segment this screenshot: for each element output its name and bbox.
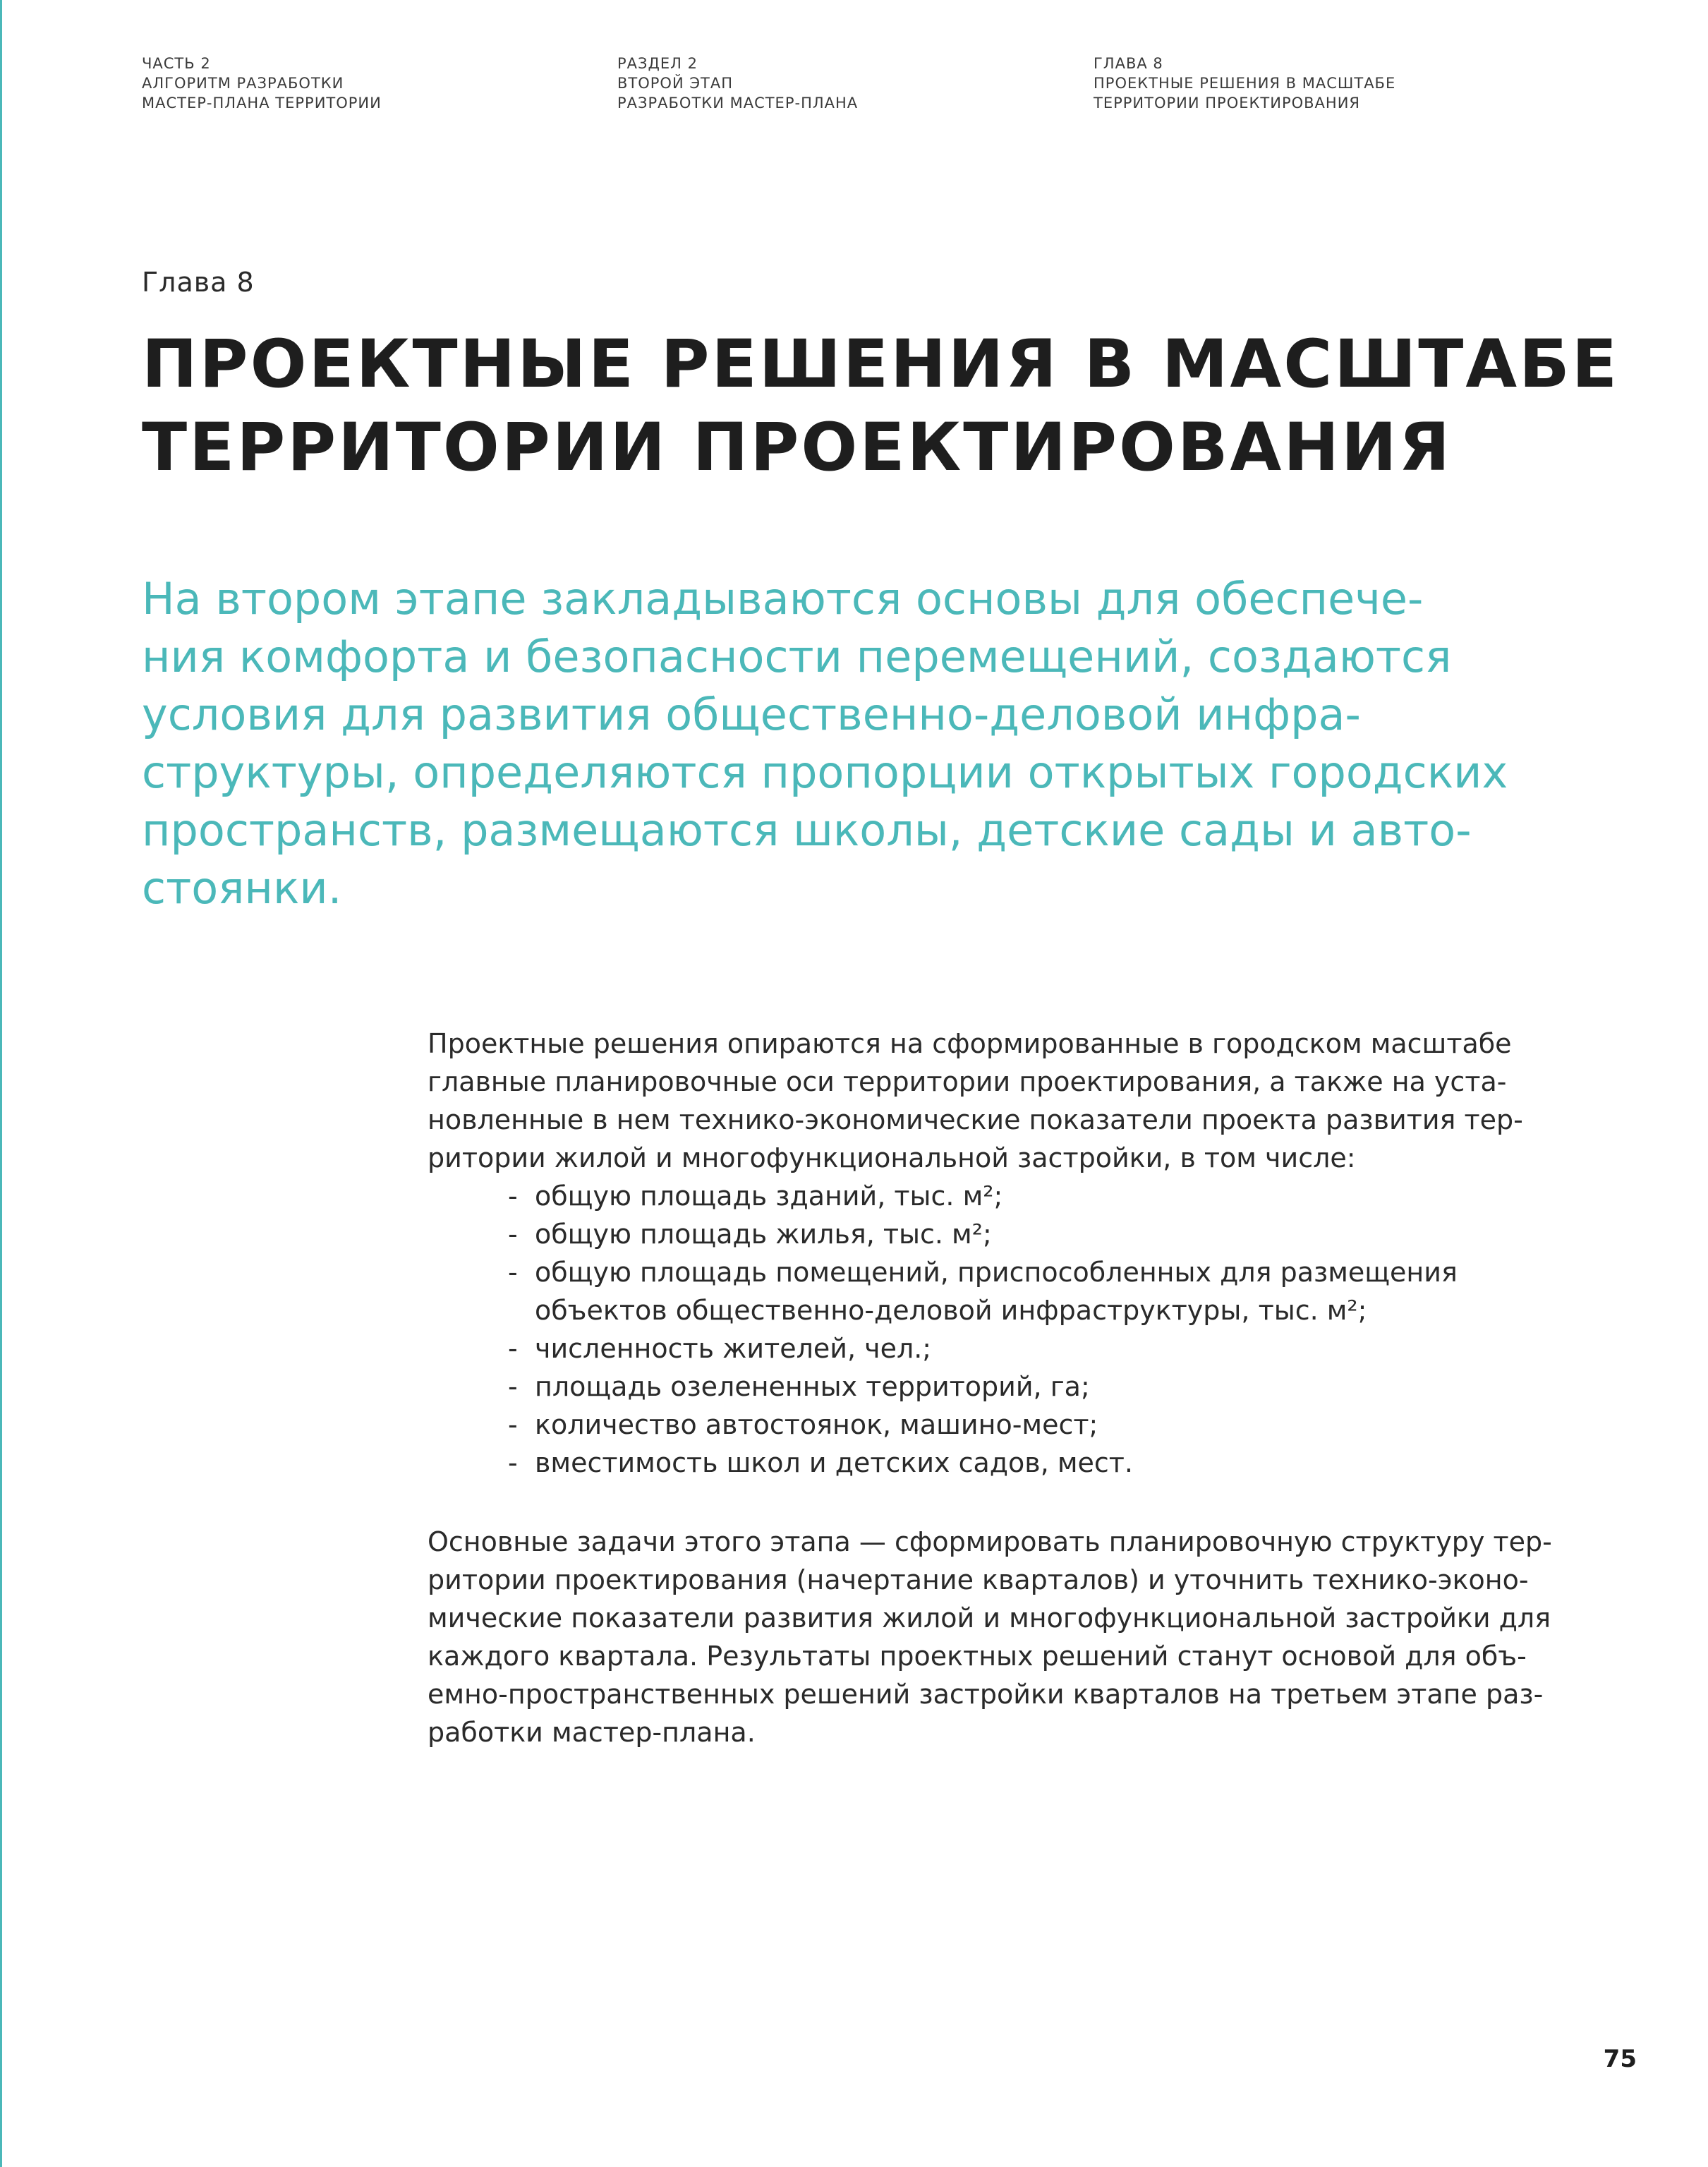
bullet-dash: - <box>508 1181 518 1212</box>
running-head-part-line: АЛГОРИТМ РАЗРАБОТКИ <box>142 75 344 92</box>
list-item-text: общую площадь зданий, тыс. м²; <box>535 1181 1003 1212</box>
list-item-text: численность жителей, чел.; <box>535 1333 932 1364</box>
lead-line: пространств, размещаются школы, детские сады и авто- <box>142 804 1472 856</box>
bullet-dash: - <box>508 1371 518 1402</box>
list-item-text: вместимость школ и детских садов, мест. <box>535 1447 1134 1478</box>
body-line: ритории жилой и многофункциональной застройки, в том числе: <box>428 1142 1356 1173</box>
accent-edge-rule <box>0 0 2 2167</box>
body-paragraph-tasks <box>428 1523 1570 1751</box>
running-head-section-line: РАЗРАБОТКИ МАСТЕР-ПЛАНА <box>617 95 859 111</box>
chapter-title <box>142 323 1620 490</box>
body-line: Проектные решения опираются на сформированные в городском масштабе <box>428 1028 1512 1059</box>
list-item <box>508 1368 1458 1406</box>
running-head-chapter-line: ПРОЕКТНЫЕ РЕШЕНИЯ В МАСШТАБЕ <box>1094 75 1396 92</box>
body-line: емно-пространственных решений застройки кварталов на третьем этапе раз- <box>428 1679 1544 1710</box>
body-paragraph-intro <box>428 1025 1570 1177</box>
running-head-part <box>142 54 382 113</box>
body-line: главные планировочные оси территории проектирования, а также на уста- <box>428 1066 1507 1097</box>
bullet-dash: - <box>508 1333 518 1364</box>
list-item-text: площадь озелененных территорий, га; <box>535 1371 1090 1402</box>
bullet-dash: - <box>508 1219 518 1250</box>
chapter-title-line: ТЕРРИТОРИИ ПРОЕКТИРОВАНИЯ <box>142 409 1453 486</box>
chapter-label: Глава 8 <box>142 267 255 298</box>
lead-line: структуры, определяются пропорции открытых городских <box>142 747 1508 798</box>
lead-line: На втором этапе закладываются основы для обеспече- <box>142 573 1424 624</box>
bullet-dash: - <box>508 1447 518 1478</box>
list-item <box>508 1406 1458 1444</box>
list-item-text: общую площадь помещений, приспособленных для размещения <box>535 1257 1458 1288</box>
running-head-part-line: МАСТЕР-ПЛАНА ТЕРРИТОРИИ <box>142 95 382 111</box>
running-head-part-line: ЧАСТЬ 2 <box>142 55 211 72</box>
body-line: ритории проектирования (начертание кварталов) и уточнить технико-эконо- <box>428 1564 1529 1595</box>
running-head-chapter <box>1094 54 1395 113</box>
body-line: новленные в нем технико-экономические показатели проекта развития тер- <box>428 1104 1523 1135</box>
running-head-section-line: РАЗДЕЛ 2 <box>617 55 698 72</box>
list-item <box>508 1329 1458 1368</box>
page-number: 75 <box>1603 2045 1637 2073</box>
list-item <box>508 1253 1458 1329</box>
running-head-section-line: ВТОРОЙ ЭТАП <box>617 75 733 92</box>
running-head-chapter-line: ТЕРРИТОРИИ ПРОЕКТИРОВАНИЯ <box>1094 95 1361 111</box>
body-line: каждого квартала. Результаты проектных решений станут основой для объ- <box>428 1641 1527 1672</box>
lead-paragraph <box>142 570 1588 917</box>
list-item <box>508 1177 1458 1215</box>
bullet-dash: - <box>508 1257 518 1288</box>
list-item-text: количество автостоянок, машино-мест; <box>535 1409 1098 1440</box>
chapter-title-line: ПРОЕКТНЫЕ РЕШЕНИЯ В МАСШТАБЕ <box>142 326 1620 403</box>
body-line: мические показатели развития жилой и многофункциональной застройки для <box>428 1602 1551 1634</box>
list-item-text: объектов общественно-деловой инфраструктуры, тыс. м²; <box>535 1295 1367 1326</box>
list-item <box>508 1444 1458 1482</box>
running-head-chapter-line: ГЛАВА 8 <box>1094 55 1163 72</box>
running-head-section <box>617 54 858 113</box>
bullet-dash: - <box>508 1409 518 1440</box>
list-item <box>508 1215 1458 1253</box>
body-line: Основные задачи этого этапа — сформировать планировочную структуру тер- <box>428 1526 1552 1557</box>
list-item-text: общую площадь жилья, тыс. м²; <box>535 1219 992 1250</box>
lead-line: стоянки. <box>142 862 342 914</box>
body-line: работки мастер-плана. <box>428 1717 756 1748</box>
lead-line: условия для развития общественно-деловой инфра- <box>142 689 1361 740</box>
indicator-list <box>508 1177 1458 1482</box>
lead-line: ния комфорта и безопасности перемещений, создаются <box>142 631 1452 682</box>
